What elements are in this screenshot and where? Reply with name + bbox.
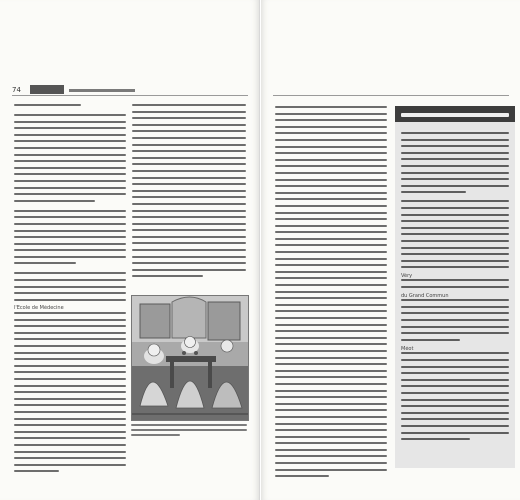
page-number-left: 74	[12, 86, 21, 94]
right-page-column-1	[275, 106, 387, 482]
left-page-column-1	[14, 104, 126, 477]
sidebar-title	[395, 108, 515, 122]
left-page-column-2	[132, 104, 246, 282]
chapter-label	[30, 85, 64, 94]
sidebar-panel	[395, 106, 515, 468]
running-title	[69, 89, 135, 92]
latin-very: Véry	[401, 272, 413, 279]
engraving-scene	[132, 296, 248, 420]
running-head-left	[12, 86, 248, 96]
sidebar-text	[401, 132, 509, 445]
running-head-rule-right	[273, 95, 509, 96]
cafe-engraving-illustration	[131, 295, 249, 421]
figure-caption	[131, 424, 247, 439]
latin-meot: Méot	[401, 345, 414, 352]
latin-ecole-medecine: l'École de Médecine	[14, 305, 64, 312]
latin-du-grand-commun: du Grand Commun	[401, 292, 449, 299]
